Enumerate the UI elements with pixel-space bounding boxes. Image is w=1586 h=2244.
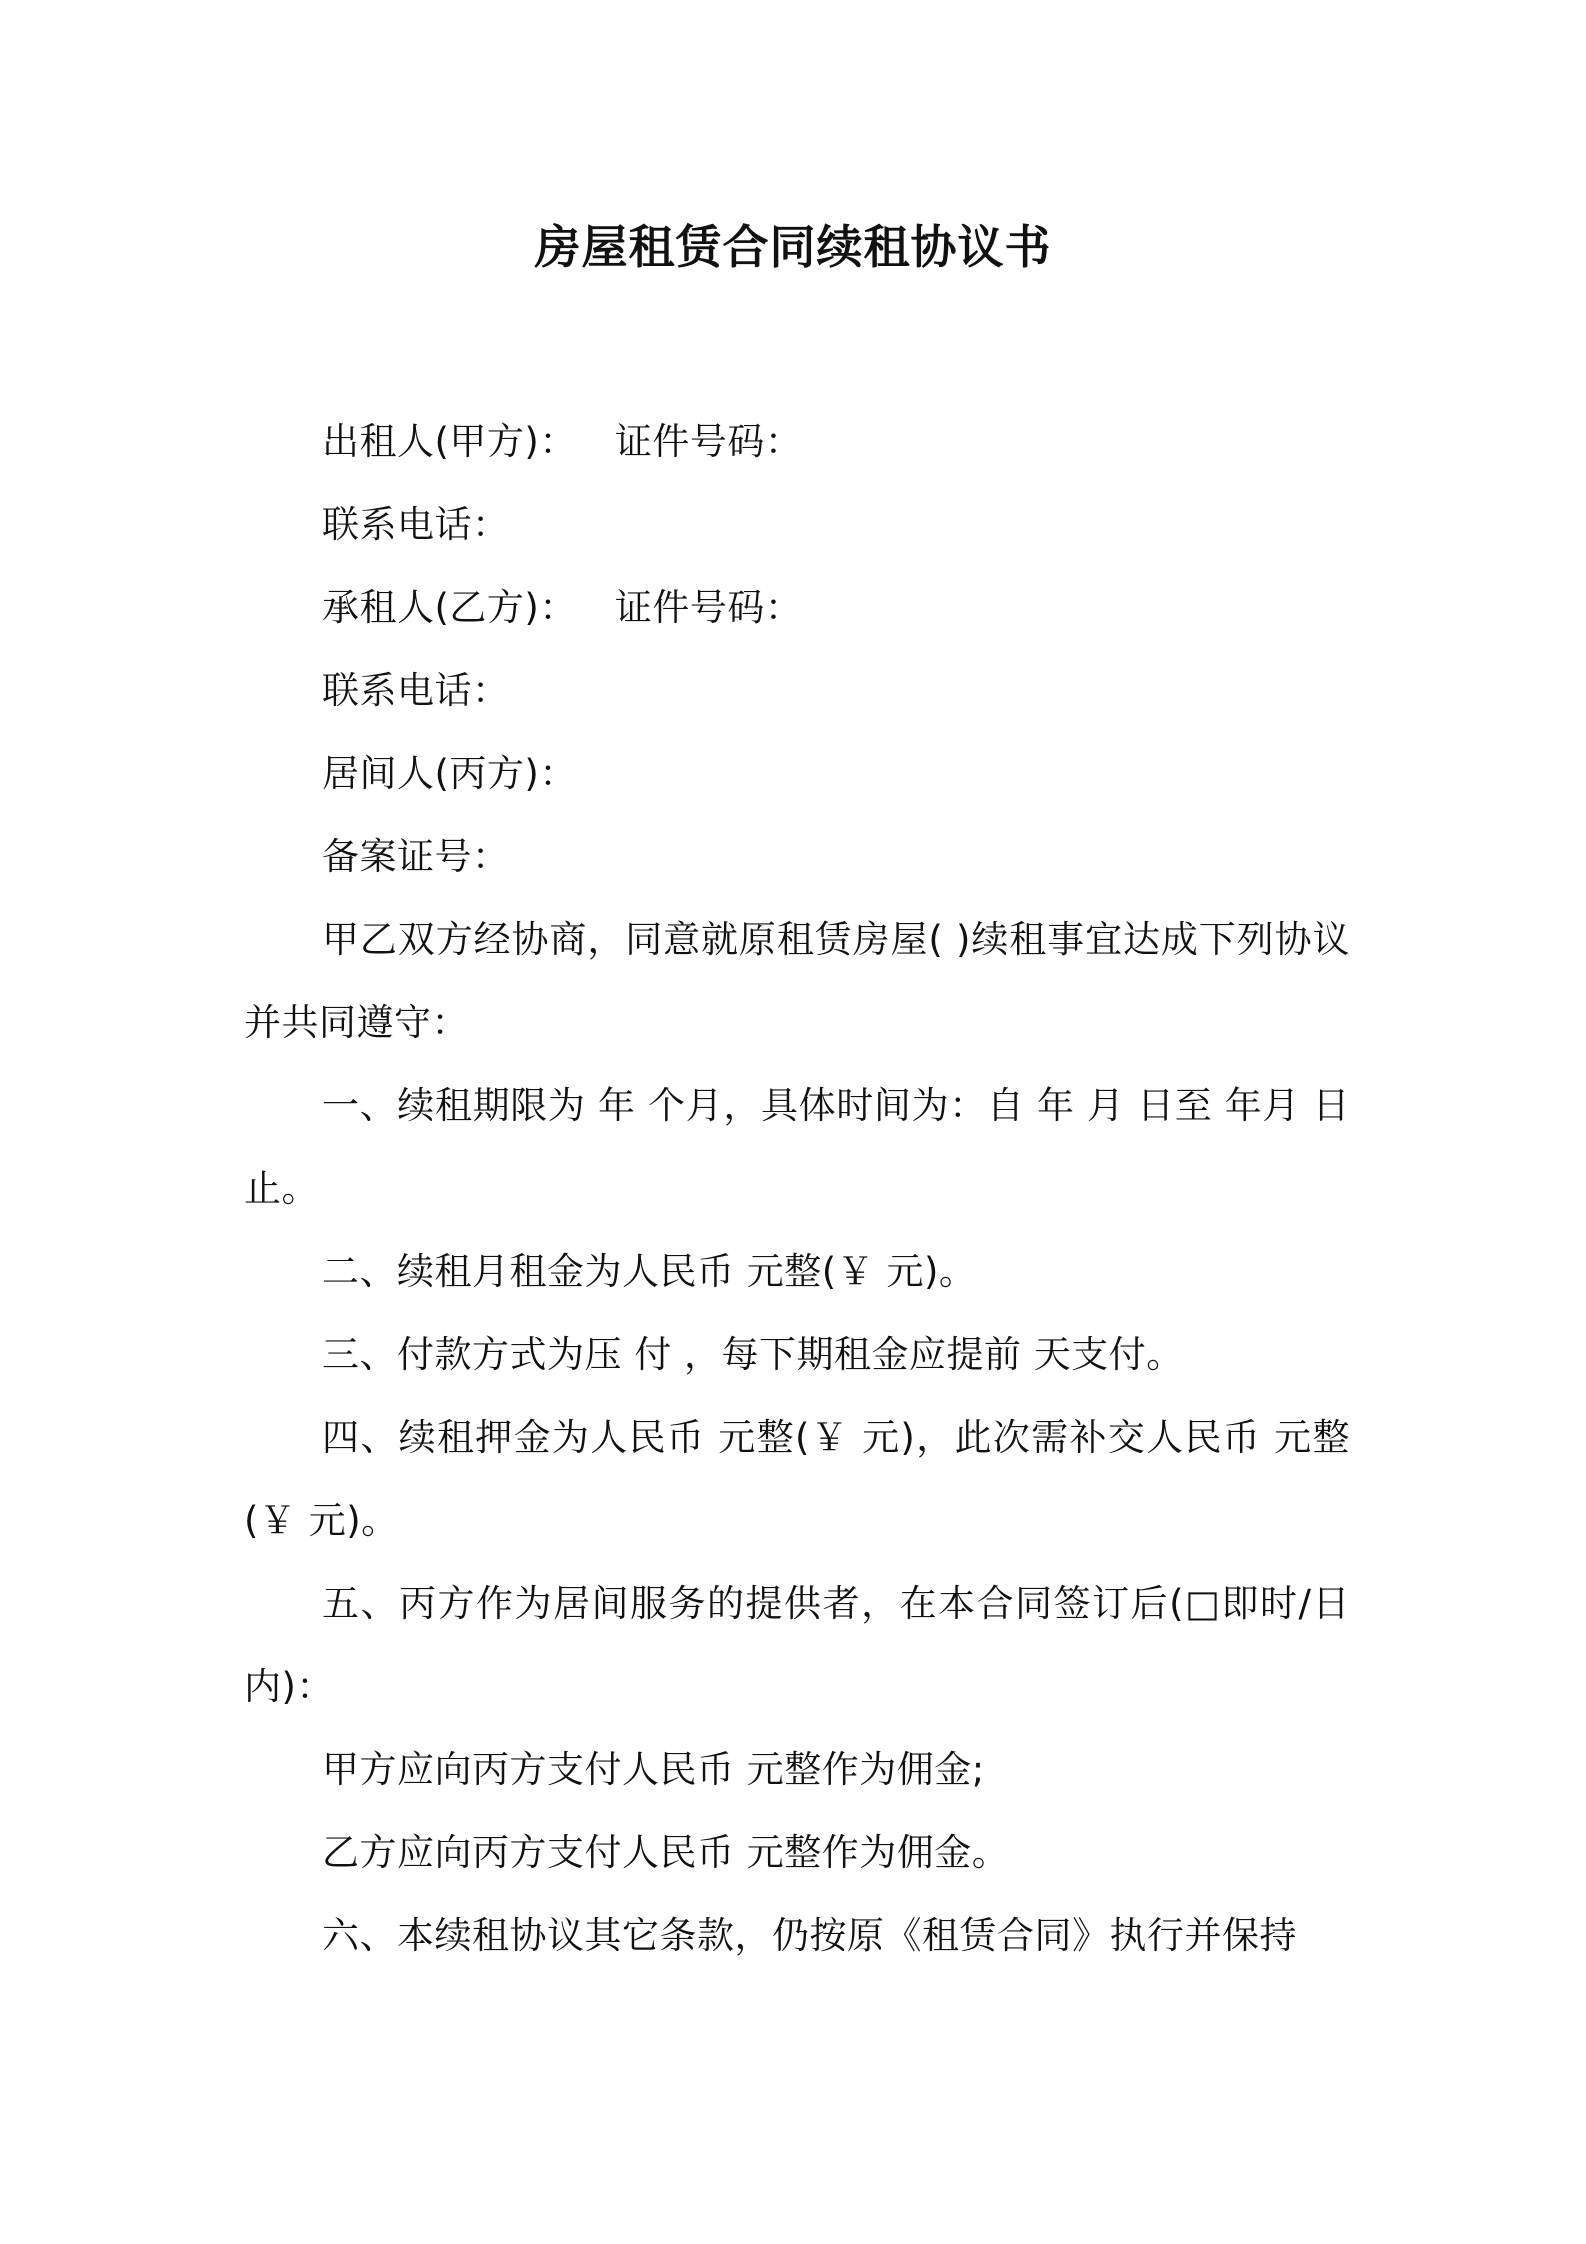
lessee-id-label: 证件号码： — [614, 586, 803, 629]
clause-1: 一、续租期限为 年 个月，具体时间为：自 年 月 日至 年月 日止。 — [244, 1084, 1350, 1210]
agent-label: 居间人(丙方)： — [322, 752, 577, 795]
clause-6: 六、本续租协议其它条款，仍按原《租赁合同》执行并保持 — [322, 1914, 1297, 1957]
clause-5b: 乙方应向丙方支付人民币 元整作为佣金。 — [322, 1831, 1010, 1874]
intro-paragraph: 甲乙双方经协商，同意就原租赁房屋( )续租事宜达成下列协议并共同遵守： — [244, 918, 1350, 1044]
lessee-phone-line — [244, 649, 1350, 732]
lessee-line — [244, 566, 1350, 649]
clause-5a: 甲方应向丙方支付人民币 元整作为佣金; — [322, 1748, 985, 1791]
clause-5: 五、丙方作为居间服务的提供者，在本合同签订后(□即时/日内)： — [244, 1582, 1350, 1708]
lessee-label: 承租人(乙方)： — [322, 586, 577, 629]
lessor-label: 出租人(甲方)： — [322, 420, 577, 463]
document-body — [244, 400, 1350, 1977]
lessee-phone-label: 联系电话： — [322, 669, 510, 712]
lessor-phone-line — [244, 483, 1350, 566]
agent-line — [244, 732, 1350, 815]
clause-2: 二、续租月租金为人民币 元整(￥ 元)。 — [322, 1250, 977, 1293]
lessor-line — [244, 400, 1350, 483]
lessor-phone-label: 联系电话： — [322, 503, 510, 546]
document-title: 房屋租赁合同续租协议书 — [534, 220, 1052, 274]
clause-4: 四、续租押金为人民币 元整(￥ 元)，此次需补交人民币 元整(￥ 元)。 — [244, 1416, 1350, 1542]
record-label: 备案证号： — [322, 835, 510, 878]
clause-3: 三、付款方式为压 付 ，每下期租金应提前 天支付。 — [322, 1333, 1184, 1376]
record-line — [244, 815, 1350, 898]
lessor-id-label: 证件号码： — [614, 420, 803, 463]
